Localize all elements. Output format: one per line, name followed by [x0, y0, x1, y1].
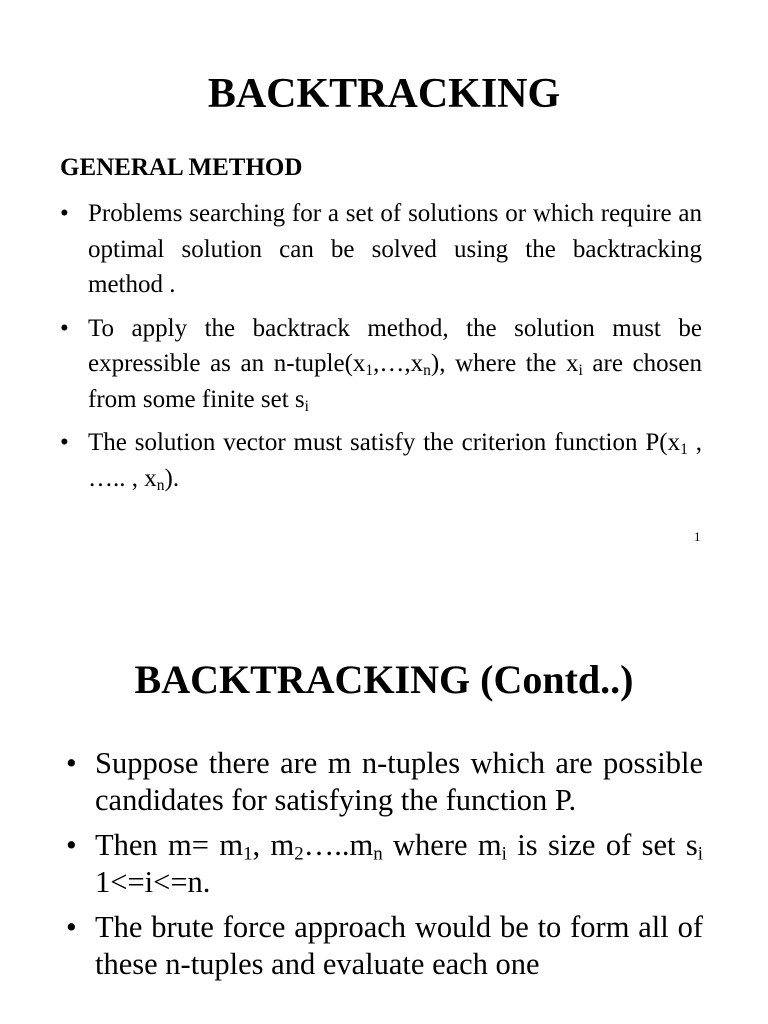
bullet-item — [60, 425, 702, 496]
bullet-text: Problems searching for a set of solutions or which require an optimal solution can be solved using the backtracking method . — [88, 200, 702, 298]
bullet-text: Suppose there are m n-tuples which are possible candidates for satisfying the function P. — [95, 746, 703, 817]
bullet-icon: • — [66, 910, 77, 944]
bullet-icon: • — [60, 429, 69, 456]
bullet-item — [66, 827, 703, 901]
bullet-item — [66, 909, 703, 983]
bullet-text: Then $m= m_1$, $m_2\dots..m_n$ where $m_i$ is size of set $s_i$ 1<=i<=n. — [95, 828, 703, 899]
slide-title: BACKTRACKING — [207, 71, 561, 117]
bullet-list — [66, 745, 703, 991]
bullet-list — [60, 196, 702, 504]
bullet-text: The brute force approach would be to form all of these n-tuples and evaluate each one — [95, 910, 703, 981]
page-number: 1 — [694, 529, 701, 544]
slide-2 — [0, 575, 768, 1024]
bullet-icon: • — [66, 828, 77, 862]
bullet-item — [60, 196, 702, 303]
section-heading: GENERAL METHOD — [60, 154, 303, 181]
bullet-text: The solution vector must satisfy the criterion function $P(x_1$ , ….. , $x_n$). — [88, 429, 702, 494]
bullet-icon: • — [60, 200, 69, 227]
bullet-item — [60, 311, 702, 418]
bullet-icon: • — [66, 746, 77, 780]
bullet-item — [66, 745, 703, 819]
bullet-icon: • — [60, 314, 69, 342]
slide-title: BACKTRACKING (Contd..) — [134, 657, 634, 702]
bullet-text: To apply the backtrack method, the solution must be expressible as an $n-tuple(x_1,\dots,x_n)$, where the $x_i$ are chosen from some finite set $s_i$ — [88, 314, 702, 415]
